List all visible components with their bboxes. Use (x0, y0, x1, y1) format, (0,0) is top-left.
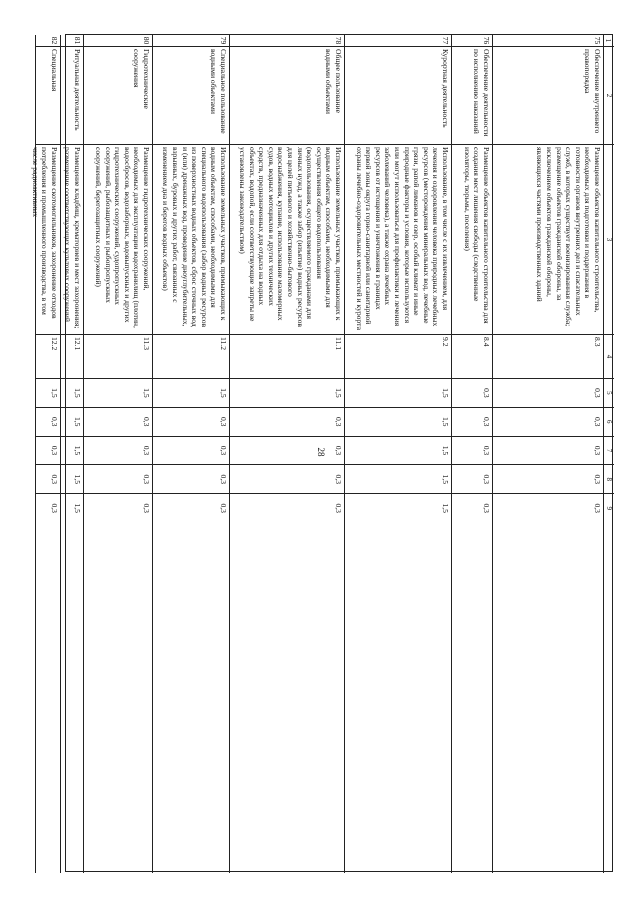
header-col-8: 8 (604, 465, 614, 494)
row-code: 12.1 (61, 335, 83, 379)
row-description: Размещение скотомогильников, захоронение отходов потребления и промышленного производства, в том числе радиоактивных (36, 145, 60, 335)
row-value-6: 1,5 (345, 408, 451, 437)
row-name: Гидротехнические сооружения (84, 47, 152, 145)
header-col-6: 6 (604, 408, 614, 437)
row-name: Общее пользование водными объектами (230, 47, 344, 145)
table-row (344, 35, 451, 873)
row-value-7: 0,3 (84, 437, 152, 466)
table-rotated-body (30, 35, 614, 873)
row-value-6: 1,5 (61, 408, 83, 437)
row-value-5: 0,3 (493, 379, 603, 408)
row-value-6: 0,3 (153, 408, 229, 437)
row-number: 82 (36, 35, 60, 47)
table-row (152, 35, 229, 873)
row-number: 79 (153, 35, 229, 47)
row-description: Размещение объектов капитального строительства для создания мест лишения свободы (следственные изоляторы, тюрьмы, поселения) (452, 145, 492, 335)
row-value-8: 0,3 (452, 465, 492, 494)
row-description: Размещение объектов капитального строительства, необходимых для подготовки и поддержания в готовности органов внутренних дел и спасательных служб, в которых существует военизированная служба; размещение объектов гражданской обороны, за исключением объектов гражданской обороны, являющихся частями производственных зданий (493, 145, 603, 335)
row-value-9: 0,3 (334, 503, 343, 513)
row-code: 9.2 (345, 335, 451, 379)
header-col-7: 7 (604, 437, 614, 466)
row-name: Ритуальная деятельность (61, 47, 83, 145)
row-value-8: 0,3 (230, 465, 344, 494)
row-number: 76 (452, 35, 492, 47)
row-value-9: 0,3 (50, 503, 59, 513)
row-value-7: 0,3 (493, 437, 603, 466)
row-name: Обеспечение деятельности по исполнению наказаний (452, 47, 492, 145)
row-description: Использование земельных участков, примыкающих к водным объектам, способами, необходимыми для специального водопользования (забор водных ресурсов из поверхностных водных объектов, сброс сточных вод и (или) дренажных вод, проведение дноуглубительных, взрывных, буровых и других работ, связанных с изменением дна и берегов водных объектов) (153, 145, 229, 335)
header-col-2: 2 (604, 47, 614, 145)
row-value-5: 1,5 (230, 379, 344, 408)
row-value-5: 1,5 (153, 379, 229, 408)
row-number: 77 (345, 35, 451, 47)
table-row (83, 35, 152, 873)
row-value-7: 0,3 (153, 437, 229, 466)
row-description: Использование земельных участков, примыкающих к водным объектам, способами, необходимыми для осуществления общего водопользования (водопользования, осуществляемого гражданами для личных нужд, а также забор (изъятие) водных ресурсов для целей питьевого и хозяйственно-бытового водоснабжения, купание, использование маломерных судов, водных мотоциклов и других технических средств, предназначенных для отдыха на водных объектах, водопой, если соответствующие запреты не установлены законодательством) (230, 145, 344, 335)
row-value-9: 0,3 (219, 503, 228, 513)
row-value-9: 0,3 (482, 503, 491, 513)
row-value-8: 1,5 (345, 465, 451, 494)
row-value-8: 0,3 (493, 465, 603, 494)
table-header-row (603, 35, 614, 873)
row-value-6: 0,3 (84, 408, 152, 437)
row-name: Курортная деятельность (345, 47, 451, 145)
table-row (30, 35, 60, 873)
row-description: Размещение гидротехнических сооружений, необходимых для эксплуатации водохранилищ (плотин, водосбросов, водозаборных, водовыпускных и других гидротехнических сооружений, судопропускных сооружений, рыбозащитных и рыбопропускных сооружений, берегозащитных сооружений) (84, 145, 152, 335)
land-use-table (30, 34, 613, 872)
row-value-6: 0,3 (452, 408, 492, 437)
row-value-8: 0,3 (153, 465, 229, 494)
row-number: 81 (61, 35, 83, 47)
header-col-9: 9 (605, 506, 613, 510)
row-value-8: 1,5 (61, 465, 83, 494)
row-value-7: 1,5 (345, 437, 451, 466)
row-value-5: 1,5 (84, 379, 152, 408)
header-col-3: 3 (604, 145, 614, 335)
row-value-5: 1,5 (61, 379, 83, 408)
table-row (229, 35, 344, 873)
row-number: 78 (230, 35, 344, 47)
row-value-9: 1,5 (73, 503, 82, 513)
row-value-7: 0,3 (452, 437, 492, 466)
row-value-9: 0,3 (142, 503, 151, 513)
row-value-5: 1,5 (345, 379, 451, 408)
row-description: Использование, в том числе с их извлечением, для лечения и оздоровления человека природных лечебных ресурсов (месторождения минеральных вод, лечебные грязи, рапой лиманов и озер, особый климат и иные природные факторы и условия, которые используются или могут использоваться для профилактики и лечения заболеваний человека), а также охрана лечебных ресурсов от истощения и уничтожения в границах первой зоны округа горно-санитарной или санитарной охраны лечебно-оздоровительных местностей и курорта (345, 145, 451, 335)
row-code: 11.1 (230, 335, 344, 379)
page-number: 28 (316, 447, 326, 457)
row-value-5: 1,5 (36, 379, 60, 408)
row-value-7: 1,5 (61, 437, 83, 466)
row-value-9: 1,5 (441, 503, 450, 513)
row-value-9: 0,3 (593, 503, 602, 513)
row-value-6: 0,3 (36, 408, 60, 437)
row-value-8: 0,3 (36, 465, 60, 494)
row-number: 75 (493, 35, 603, 47)
row-value-7: 0,3 (230, 437, 344, 466)
table-row (492, 35, 603, 873)
row-code: 12.2 (36, 335, 60, 379)
row-value-6: 0,3 (493, 408, 603, 437)
table-row (451, 35, 492, 873)
row-name: Обеспечение внутреннего правопорядка (493, 47, 603, 145)
row-code: 8.4 (452, 335, 492, 379)
row-value-5: 0,3 (452, 379, 492, 408)
row-name: Специальная (36, 47, 60, 145)
row-value-6: 0,3 (230, 408, 344, 437)
header-col-1: 1 (604, 35, 614, 47)
row-value-8: 0,3 (84, 465, 152, 494)
table-row (60, 35, 83, 873)
header-col-5: 5 (604, 379, 614, 408)
row-value-7: 0,3 (36, 437, 60, 466)
header-col-4: 4 (604, 335, 614, 379)
row-number: 80 (84, 35, 152, 47)
row-code: 11.3 (84, 335, 152, 379)
row-name: Специальное пользование водными объектами (153, 47, 229, 145)
row-description: Размещение кладбищ, крематориев и мест захоронения; размещение соответствующих культовых сооружений (61, 145, 83, 335)
row-code: 8.3 (493, 335, 603, 379)
row-code: 11.2 (153, 335, 229, 379)
